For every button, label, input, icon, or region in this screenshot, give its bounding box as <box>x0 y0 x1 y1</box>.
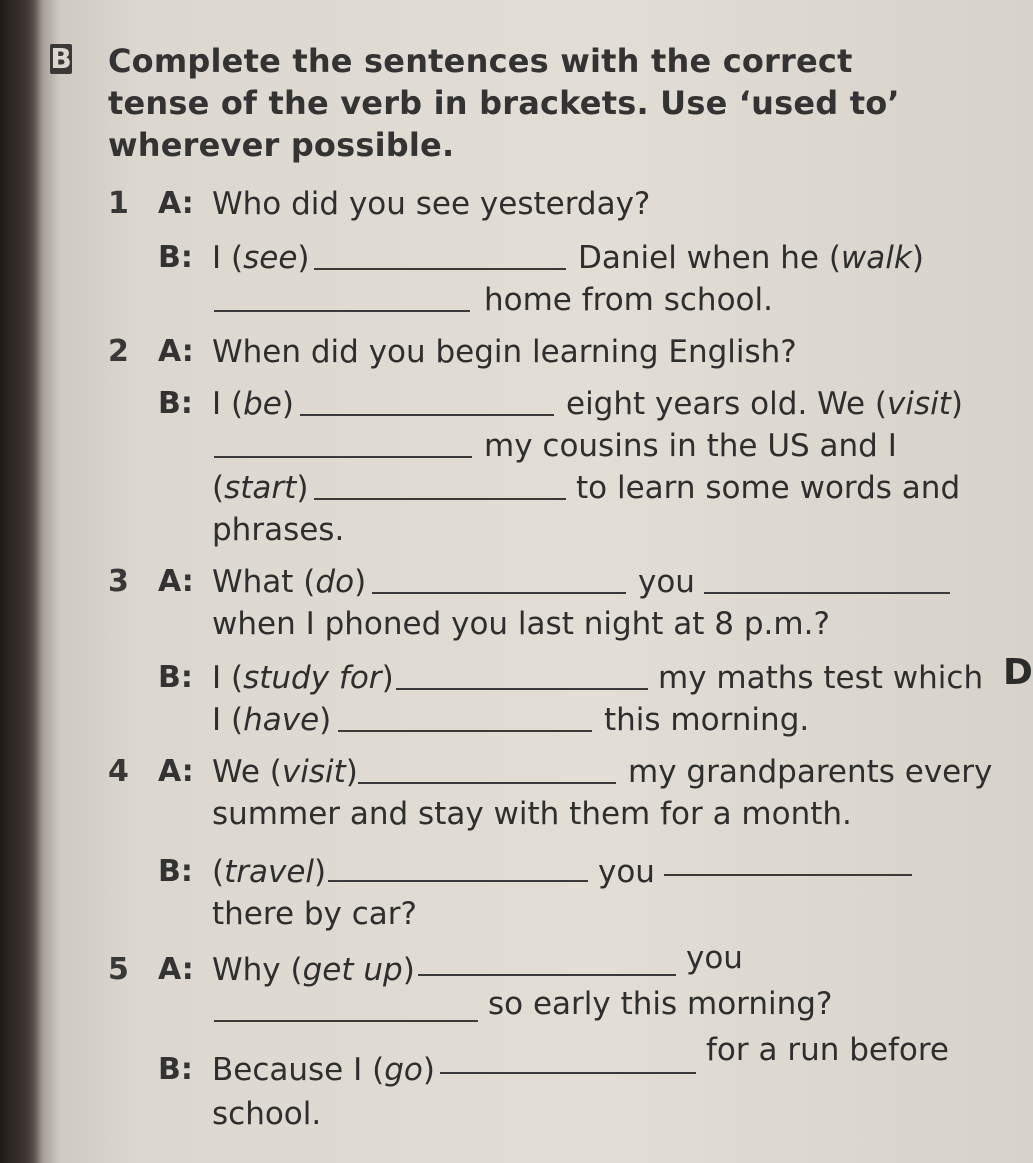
speaker-a-label: A: <box>158 334 194 369</box>
item-5-a-text-end: so early this morning? <box>488 986 833 1022</box>
item-3-b-line-1 <box>0 654 1029 702</box>
item-3-a-prompt: What (do) <box>212 564 367 600</box>
next-section-letter: D <box>1003 652 1033 693</box>
section-badge: B <box>50 42 72 75</box>
item-5-b-line-2 <box>0 1090 1029 1138</box>
speaker-b-label: B: <box>158 240 193 275</box>
item-1-b-prompt: I (see) <box>212 240 310 276</box>
answer-blank-4c[interactable] <box>664 874 912 876</box>
item-3-b-prompt: I (study for) <box>212 660 394 696</box>
answer-blank-1b[interactable] <box>214 310 470 312</box>
answer-blank-5b[interactable] <box>214 1020 478 1022</box>
item-2-b-prompt: I (be) <box>212 386 294 422</box>
answer-blank-3a[interactable] <box>372 592 626 594</box>
item-3-b-text-end: this morning. <box>604 702 810 738</box>
item-number: 3 <box>108 564 129 599</box>
speaker-b-label: B: <box>158 1052 193 1087</box>
item-3-a-subject: you <box>638 564 695 600</box>
item-5-a-prompt: Why (get up) <box>212 952 415 988</box>
item-2-b-text-2: my cousins in the US and I <box>484 428 897 464</box>
answer-blank-1a[interactable] <box>314 268 566 270</box>
speaker-a-label: A: <box>158 754 194 789</box>
item-5-b-text-end: school. <box>212 1096 322 1132</box>
speaker-b-label: B: <box>158 386 193 421</box>
item-1-a-line <box>0 180 1029 228</box>
item-5-a-subject: you <box>686 940 743 976</box>
item-3-a-text-end: when I phoned you last night at 8 p.m.? <box>212 606 830 642</box>
item-4-a-line-2 <box>0 790 1029 838</box>
speaker-b-label: B: <box>158 854 193 889</box>
answer-blank-4a[interactable] <box>358 782 616 784</box>
item-3-b-line-2 <box>0 696 1029 744</box>
answer-blank-2c[interactable] <box>314 498 566 500</box>
speaker-a-label: A: <box>158 952 194 987</box>
speaker-a-label: A: <box>158 564 194 599</box>
item-2-b-text-3: to learn some words and <box>576 470 961 506</box>
item-4-b-text-end: there by car? <box>212 896 417 932</box>
item-2-b-text-end: phrases. <box>212 512 345 548</box>
item-4-b-subject: you <box>598 854 655 890</box>
item-4-b-line-1 <box>0 848 1029 896</box>
item-number: 4 <box>108 754 129 789</box>
answer-blank-5c[interactable] <box>440 1072 696 1074</box>
item-2-b-line-4 <box>0 506 1029 554</box>
item-3-b-text: my maths test which <box>658 660 984 696</box>
item-4-a-line-1 <box>0 748 1029 796</box>
item-number: 2 <box>108 334 129 369</box>
item-2-b-line-2 <box>0 422 1029 470</box>
exercise-instructions: Complete the sentences with the correct tense of the verb in brackets. Use ‘used to’ wherever possible. <box>108 42 900 164</box>
item-5-b-prompt: Because I (go) <box>212 1052 435 1088</box>
answer-blank-3d[interactable] <box>338 730 592 732</box>
item-4-b-line-2 <box>0 890 1029 938</box>
item-number: 5 <box>108 952 129 987</box>
item-5-a-line-2 <box>0 980 1029 1028</box>
item-1-b-line-1 <box>0 234 1029 282</box>
item-1-b-text: Daniel when he (walk) <box>578 240 924 276</box>
item-2-b-line-3 <box>0 464 1029 512</box>
item-3-b-prompt-2: I (have) <box>212 702 332 738</box>
item-5-b-line-1 <box>0 1032 1029 1094</box>
item-1-a-text: Who did you see yesterday? <box>212 186 651 222</box>
item-3-a-line-1 <box>0 558 1029 606</box>
item-5-b-text: for a run before <box>706 1032 949 1068</box>
answer-blank-3c[interactable] <box>396 688 648 690</box>
answer-blank-2b[interactable] <box>214 456 472 458</box>
item-4-a-text-end: summer and stay with them for a month. <box>212 796 852 832</box>
item-4-a-text: my grandparents every <box>628 754 993 790</box>
speaker-a-label: A: <box>158 186 194 221</box>
speaker-b-label: B: <box>158 660 193 695</box>
item-2-a-text: When did you begin learning English? <box>212 334 797 370</box>
item-4-b-prompt: (travel) <box>212 854 327 890</box>
item-2-b-text: eight years old. We (visit) <box>566 386 964 422</box>
answer-blank-3b[interactable] <box>704 592 950 594</box>
answer-blank-4b[interactable] <box>328 880 588 882</box>
item-2-b-prompt-2: (start) <box>212 470 309 506</box>
answer-blank-5a[interactable] <box>418 974 676 976</box>
item-3-a-line-2 <box>0 600 1029 648</box>
item-2-b-line-1 <box>0 380 1029 428</box>
answer-blank-2a[interactable] <box>300 414 554 416</box>
item-4-a-prompt: We (visit) <box>212 754 358 790</box>
item-number: 1 <box>108 186 129 221</box>
item-1-b-text-end: home from school. <box>484 282 773 318</box>
item-1-b-line-2 <box>0 276 1029 324</box>
item-2-a-line <box>0 328 1029 376</box>
